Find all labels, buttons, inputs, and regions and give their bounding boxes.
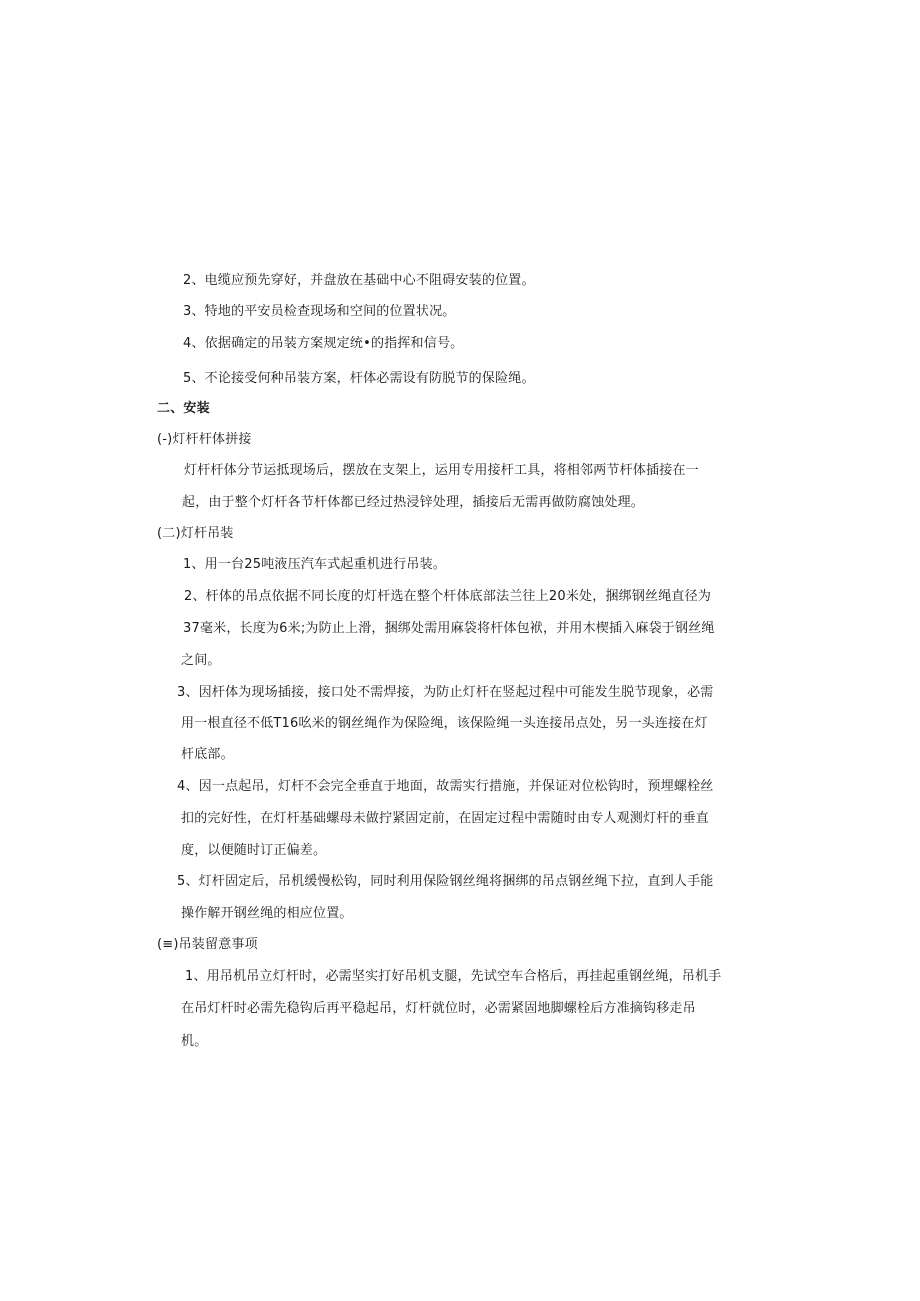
hoisting-item-line: 之间。 (181, 653, 221, 668)
hoisting-notes-line: 在吊灯杆时必需先稳钩后再平稳起吊，灯杆就位时，必需紧固地脚螺栓后方准摘钩移走吊 (181, 1001, 696, 1016)
hoisting-item-line: 1、用一台25吨液压汽车式起重机进行吊装。 (183, 557, 447, 572)
hoisting-item-line: 用一根直径不低T16吆米的钢丝绳作为保险绳，该保险绳一头连接吊点处，另一头连接在灯 (181, 716, 708, 731)
subsection-title-pole-joining: (-)灯杆杆体拼接 (157, 432, 252, 447)
prep-item-5: 5、不论接受何种吊装方案，杆体必需设有防脱节的保险绳。 (183, 371, 535, 386)
hoisting-item-line: 2、杆体的吊点依据不同长度的灯杆选在整个杆体底部法兰往上20米处，捆绑钢丝绳直径为 (184, 589, 712, 604)
hoisting-notes-line: 1、用吊机吊立灯杆时，必需坚实打好吊机支腿，先试空车合格后，再挂起重钢丝绳，吊机手 (185, 969, 722, 984)
hoisting-item-line: 度，以便随时订正偏差。 (181, 843, 327, 858)
hoisting-item-line: 扣的完好性，在灯杆基础螺母未做拧紧固定前，在固定过程中需随时由专人观测灯杆的垂直 (181, 811, 710, 826)
hoisting-item-line: 杆底部。 (181, 747, 234, 762)
prep-item-3: 3、特地的平安员检查现场和空间的位置状况。 (183, 304, 456, 319)
hoisting-notes-line: 机。 (181, 1034, 208, 1049)
subsection-title-pole-hoisting: (二)灯杆吊装 (157, 526, 234, 541)
section-title-install: 二、安装 (157, 401, 210, 416)
prep-item-2: 2、电缆应预先穿好，并盘放在基础中心不阻碍安装的位置。 (183, 273, 535, 288)
hoisting-item-line: 操作解开钢丝绳的相应位置。 (181, 906, 353, 921)
prep-item-4: 4、依据确定的吊装方案规定统•的指挥和信号。 (183, 336, 464, 351)
hoisting-item-line: 3、因杆体为现场插接，接口处不需焊接，为防止灯杆在竖起过程中可能发生脱节现象，必需 (177, 685, 714, 700)
subsection-title-hoisting-notes: (≡)吊装留意事项 (157, 937, 258, 952)
pole-joining-paragraph-line: 灯杆杆体分节运抵现场后，摆放在支架上，运用专用接杆工具，将相邻两节杆体插接在一 (184, 463, 699, 478)
hoisting-item-line: 5、灯杆固定后，吊机缓慢松钩，同时利用保险钢丝绳将捆绑的吊点钢丝绳下拉，直到人手能 (177, 874, 714, 889)
hoisting-item-line: 37毫米，长度为6米;为防止上滑，捆绑处需用麻袋将杆体包袱，并用木楔插入麻袋于钢丝绳 (183, 621, 715, 636)
hoisting-item-line: 4、因一点起吊，灯杆不会完全垂直于地面，故需实行措施，并保证对位松钩时，预埋螺栓丝 (177, 779, 714, 794)
pole-joining-paragraph-line: 起，由于整个灯杆各节杆体都已经过热浸锌处理，插接后无需再做防腐蚀处理。 (182, 495, 645, 510)
